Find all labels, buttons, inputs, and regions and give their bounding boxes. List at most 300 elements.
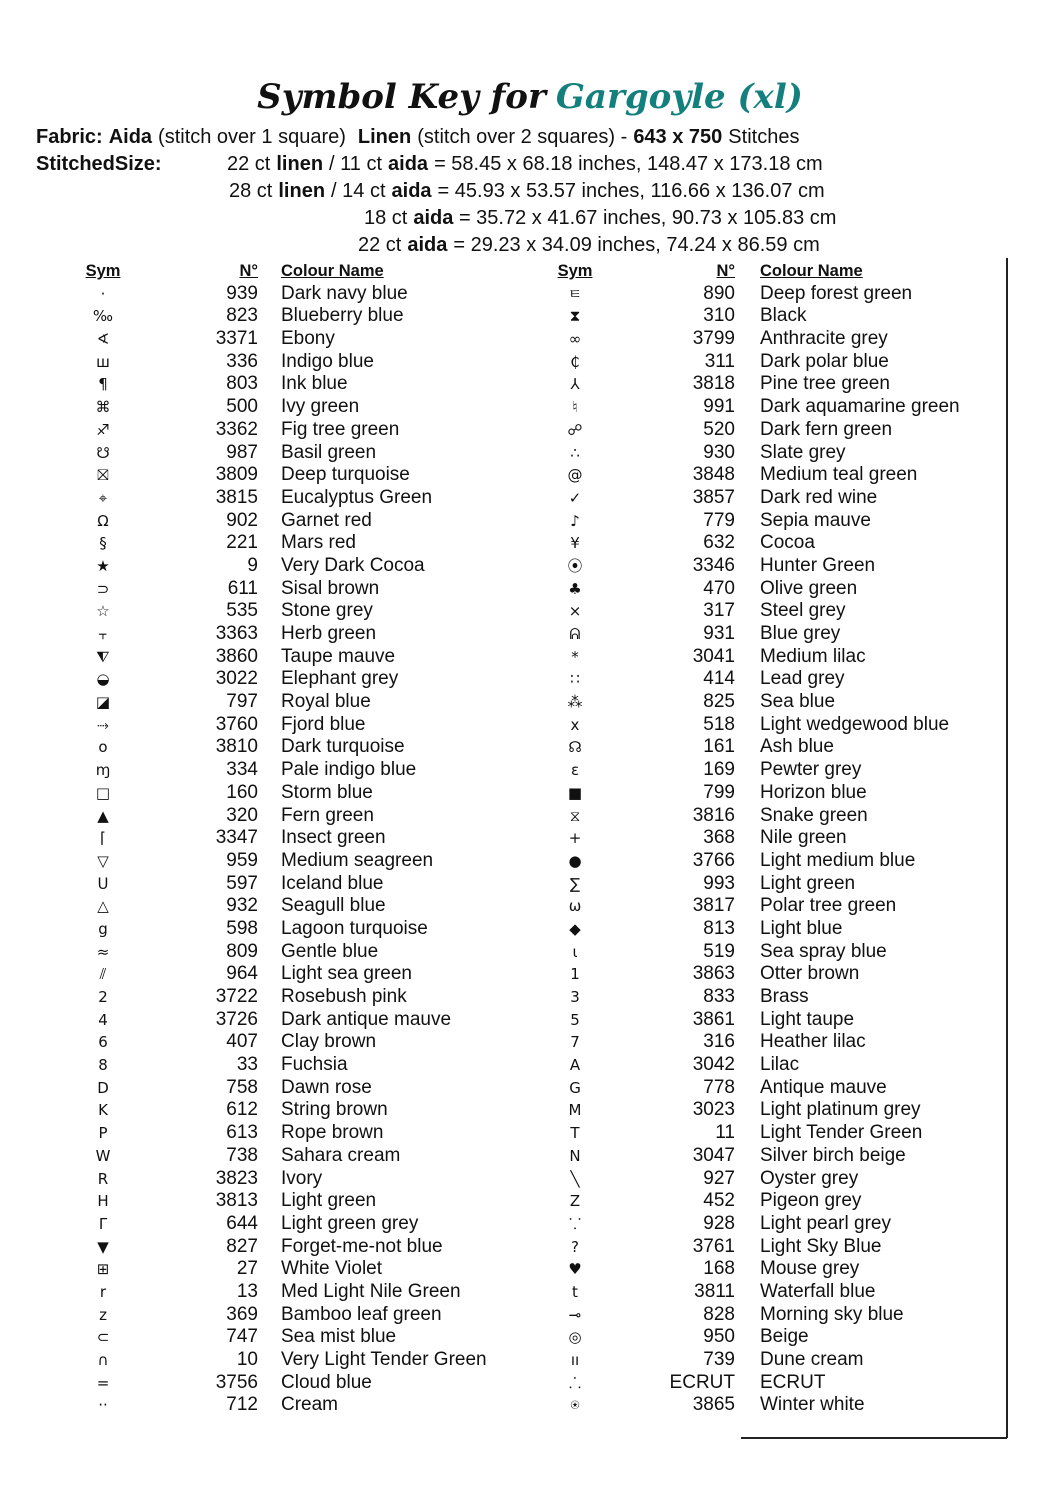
symbol-icon: ᑌ [97, 874, 109, 893]
thread-number: 987 [226, 441, 258, 463]
colour-name: Fjord blue [281, 713, 366, 735]
thread-number: 993 [703, 872, 735, 894]
table-row [83, 1326, 523, 1349]
thread-number: 518 [703, 713, 735, 735]
colour-name: Horizon blue [760, 781, 867, 803]
table-row [83, 759, 523, 782]
symbol-icon: t [572, 1282, 578, 1301]
table-row [83, 736, 523, 759]
thread-number: 3347 [215, 827, 258, 849]
linen-note: (stitch over 2 squares) - [417, 126, 628, 148]
thread-number: 11 [715, 1122, 735, 1144]
page-title [0, 74, 1060, 120]
thread-number: 939 [226, 282, 258, 304]
size-fabric: linen [278, 180, 326, 202]
symbol-icon: ▽ [97, 851, 109, 870]
colour-name: Cloud blue [281, 1371, 372, 1393]
size-fabric: aida [388, 153, 429, 175]
thread-number: 160 [226, 781, 258, 803]
colour-name: Blueberry blue [281, 305, 404, 327]
colour-name: Sepia mauve [760, 509, 871, 531]
symbol-icon: W [95, 1146, 111, 1165]
thread-number: 519 [703, 940, 735, 962]
table-row [555, 578, 1005, 601]
colour-name: Eucalyptus Green [281, 486, 433, 508]
symbol-icon: 1 [570, 965, 580, 984]
thread-number: 902 [226, 509, 258, 531]
table-row [555, 873, 1005, 896]
table-row [555, 600, 1005, 623]
thread-number: 3023 [692, 1099, 735, 1121]
colour-name: Antique mauve [760, 1076, 887, 1098]
table-row [83, 464, 523, 487]
colour-name: Bamboo leaf green [281, 1303, 442, 1325]
symbol-icon: ⊸ [568, 1305, 582, 1324]
colour-name: Dark red wine [760, 486, 878, 508]
symbol-icon: ∷ [570, 670, 580, 689]
thread-number: 797 [226, 691, 258, 713]
thread-number: 320 [226, 804, 258, 826]
colour-name: Morning sky blue [760, 1303, 904, 1325]
thread-number: 10 [236, 1349, 258, 1370]
table-header [555, 260, 1005, 283]
table-row [555, 691, 1005, 714]
colour-name: Lilac [760, 1054, 800, 1076]
table-row [555, 1077, 1005, 1100]
symbol-icon: ɩ [572, 942, 578, 961]
colour-name: Herb green [281, 623, 377, 644]
table-row [555, 487, 1005, 510]
colour-name: Indigo blue [281, 350, 374, 372]
table-row [555, 442, 1005, 465]
thread-number: 169 [703, 759, 735, 781]
header-num: N° [716, 262, 735, 280]
colour-name: Light green grey [281, 1212, 419, 1234]
table-row [555, 623, 1005, 646]
table-row [83, 1009, 523, 1032]
symbol-icon: ☆ [96, 602, 110, 621]
colour-name: Winter white [760, 1394, 865, 1416]
table-row [83, 1077, 523, 1100]
thread-number: 311 [704, 350, 735, 372]
table-row [83, 373, 523, 396]
symbol-table-right [555, 260, 1005, 1417]
table-row [555, 328, 1005, 351]
colour-name: Forget-me-not blue [281, 1235, 443, 1257]
size-dims: = 29.23 x 34.09 inches, 74.24 x 86.59 cm [453, 234, 820, 256]
thread-number: 747 [226, 1326, 258, 1348]
colour-name: Dark polar blue [760, 350, 889, 372]
thread-number: 3756 [215, 1371, 258, 1393]
table-row [555, 668, 1005, 691]
size-ct: 28 ct [229, 180, 273, 202]
size-ct: 18 ct [364, 207, 408, 229]
symbol-icon: ◎ [568, 1328, 582, 1347]
colour-name: Basil green [281, 441, 377, 463]
symbol-icon: ◪ [95, 693, 111, 712]
colour-name: Light platinum grey [760, 1099, 921, 1121]
thread-number: 168 [703, 1258, 735, 1280]
fabric-aida: Aida [108, 126, 153, 148]
table-row [83, 1258, 523, 1281]
fabric-line [36, 124, 799, 151]
symbol-icon: ◒ [96, 670, 110, 689]
colour-name: Dark fern green [760, 418, 893, 440]
title-prefix: Symbol Key for [257, 77, 546, 117]
colour-name: Sea mist blue [281, 1326, 397, 1348]
thread-number: 310 [703, 305, 735, 327]
colour-name: Fig tree green [281, 418, 400, 440]
table-row [83, 419, 523, 442]
symbol-icon: D [97, 1078, 109, 1097]
colour-name: Light sea green [281, 963, 412, 985]
table-row [555, 1236, 1005, 1259]
thread-number: 221 [226, 532, 258, 554]
table-row [83, 986, 523, 1009]
colour-name: String brown [281, 1099, 388, 1121]
size-ct: 22 ct [227, 153, 271, 175]
thread-number: 369 [226, 1303, 258, 1325]
colour-name: Sea blue [760, 691, 836, 713]
symbol-icon: ☊ [568, 738, 582, 757]
thread-number: 931 [703, 623, 735, 644]
table-row [83, 714, 523, 737]
symbol-icon: ⌖ [98, 488, 108, 507]
table-row [555, 351, 1005, 374]
colour-name: Dark aquamarine green [760, 396, 960, 418]
colour-name: ECRUT [760, 1371, 826, 1393]
colour-name: Rosebush pink [281, 986, 407, 1007]
thread-number: 758 [226, 1076, 258, 1098]
colour-name: Pale indigo blue [281, 759, 417, 781]
colour-name: Beige [760, 1326, 809, 1348]
table-row [555, 963, 1005, 986]
thread-number: 470 [703, 577, 735, 599]
colour-name: Sisal brown [281, 577, 380, 599]
colour-name: Light medium blue [760, 849, 916, 871]
colour-name: Elephant grey [281, 668, 399, 690]
table-row [83, 510, 523, 533]
thread-number: 3022 [215, 668, 258, 690]
table-row [83, 442, 523, 465]
colour-name: Taupe mauve [281, 645, 396, 667]
thread-number: 3766 [692, 849, 735, 871]
thread-number: 407 [226, 1031, 258, 1053]
symbol-icon: A [569, 1056, 581, 1075]
colour-name: Light blue [760, 917, 843, 939]
symbol-icon: ⫟ [98, 625, 108, 643]
colour-name: Hunter Green [760, 554, 876, 576]
symbol-icon: ∑ [569, 874, 581, 893]
symbol-icon: ⧖ [569, 806, 581, 825]
colour-name: Sea spray blue [760, 940, 887, 962]
symbol-icon: ▼ [97, 1237, 109, 1256]
table-row [83, 1190, 523, 1213]
thread-number: 317 [703, 600, 735, 622]
thread-number: 13 [236, 1280, 258, 1302]
table-row [83, 600, 523, 623]
size-line [358, 232, 820, 259]
table-row [555, 419, 1005, 442]
table-row [555, 1054, 1005, 1077]
thread-number: 597 [226, 872, 258, 894]
stitched-size-label-line [36, 151, 162, 178]
colour-name: Light green [281, 1190, 377, 1212]
thread-number: 334 [226, 759, 258, 781]
table-row [555, 986, 1005, 1009]
symbol-icon: ⸪ [568, 1214, 582, 1233]
thread-number: 613 [226, 1122, 258, 1144]
table-row [555, 532, 1005, 555]
symbol-icon: ‰ [92, 307, 114, 326]
thread-number: 3817 [692, 895, 735, 917]
colour-name: Anthracite grey [760, 328, 888, 350]
thread-number: 827 [226, 1235, 258, 1257]
colour-name: Rope brown [281, 1122, 384, 1144]
fabric-label: Fabric: [36, 126, 103, 148]
thread-number: 712 [226, 1394, 258, 1416]
symbol-icon: ∩ [97, 1351, 109, 1369]
size-sep: / 11 ct [329, 153, 383, 175]
thread-number: 778 [703, 1076, 735, 1098]
header-colour-name: Colour Name [281, 262, 384, 280]
table-row [555, 1326, 1005, 1349]
header-sym: Sym [557, 262, 593, 280]
table-row [555, 714, 1005, 737]
table-row [83, 328, 523, 351]
table-row [83, 873, 523, 896]
table-row [555, 805, 1005, 828]
pattern-name: Gargoyle (xl) [555, 77, 803, 117]
colour-name: Sahara cream [281, 1144, 401, 1166]
colour-name: Pewter grey [760, 759, 862, 781]
thread-number: 3857 [692, 486, 735, 508]
colour-name: Ivory [281, 1167, 323, 1189]
table-row [83, 1236, 523, 1259]
table-row [83, 1122, 523, 1145]
symbol-icon: ⤑ [96, 715, 109, 734]
symbol-icon: 2 [98, 988, 108, 1006]
symbol-icon: ⛝ [97, 466, 109, 485]
stitches-label: Stitches [728, 126, 800, 148]
thread-number: 930 [703, 441, 735, 463]
size-fabric: aida [391, 180, 432, 202]
thread-number: 927 [703, 1167, 735, 1189]
colour-name: Medium seagreen [281, 849, 434, 871]
stitch-count: 643 x 750 [633, 126, 723, 148]
colour-name: Waterfall blue [760, 1280, 876, 1302]
thread-number: 520 [703, 418, 735, 440]
table-row [555, 782, 1005, 805]
table-row [555, 918, 1005, 941]
size-sep: / 14 ct [331, 180, 386, 202]
symbol-icon: ☍ [567, 420, 583, 439]
colour-name: Heather lilac [760, 1031, 866, 1053]
symbol-icon: r [99, 1282, 107, 1301]
table-row [555, 1258, 1005, 1281]
colour-name: Royal blue [281, 691, 371, 713]
thread-number: 3799 [692, 328, 735, 350]
symbol-icon: + [568, 829, 582, 848]
table-row [555, 373, 1005, 396]
thread-number: 161 [703, 736, 735, 758]
table-right-border [1006, 258, 1008, 1438]
colour-name: Light pearl grey [760, 1212, 891, 1234]
symbol-icon: ш [96, 352, 110, 371]
table-row [83, 668, 523, 691]
symbol-icon: ₵ [570, 352, 580, 371]
symbol-icon: ▲ [97, 806, 109, 825]
symbol-icon: ? [571, 1237, 579, 1256]
colour-name: Garnet red [281, 509, 372, 531]
symbol-icon: ⫽ [99, 965, 107, 984]
table-row [83, 623, 523, 646]
colour-name: Ash blue [760, 736, 834, 758]
table-row [83, 1281, 523, 1304]
colour-name: Dune cream [760, 1349, 864, 1370]
table-row [83, 1349, 523, 1372]
symbol-icon: ∞ [568, 330, 582, 349]
table-row [83, 805, 523, 828]
size-line [227, 151, 823, 178]
table-row [83, 396, 523, 419]
symbol-icon: R [97, 1169, 109, 1188]
thread-number: 3813 [215, 1190, 258, 1212]
colour-name: White Violet [281, 1258, 383, 1280]
symbol-icon: ⊂ [96, 1328, 110, 1347]
symbol-icon: ⨯ [568, 602, 582, 621]
table-row [555, 305, 1005, 328]
thread-number: 991 [703, 396, 735, 418]
table-row [555, 827, 1005, 850]
symbol-icon: g [98, 919, 108, 938]
thread-number: 535 [226, 600, 258, 622]
colour-name: Blue grey [760, 623, 841, 644]
thread-number: 3346 [692, 554, 735, 576]
thread-number: 823 [226, 305, 258, 327]
colour-name: Medium lilac [760, 645, 866, 667]
symbol-icon: ★ [96, 556, 110, 575]
thread-number: 3809 [215, 464, 258, 486]
thread-number: 632 [703, 532, 735, 554]
thread-number: 803 [226, 373, 258, 395]
thread-number: 3815 [215, 486, 258, 508]
colour-name: Dark turquoise [281, 736, 405, 758]
colour-name: Black [760, 305, 807, 327]
symbol-icon: ⊃ [96, 579, 110, 598]
size-line [364, 205, 836, 232]
colour-name: Lead grey [760, 668, 845, 690]
thread-number: 3760 [215, 713, 258, 735]
aida-note: (stitch over 1 square) [158, 126, 346, 148]
colour-name: Dark navy blue [281, 282, 408, 304]
symbol-icon: Γ [98, 1214, 108, 1233]
table-row [555, 1213, 1005, 1236]
symbol-icon: o [98, 738, 108, 757]
symbol-icon: ıı [570, 1351, 580, 1369]
table-row [555, 464, 1005, 487]
thread-number: 500 [226, 396, 258, 418]
thread-number: 611 [227, 577, 258, 599]
thread-number: 799 [703, 781, 735, 803]
colour-name: Oyster grey [760, 1167, 859, 1189]
thread-number: 3047 [692, 1144, 735, 1166]
thread-number: 3860 [215, 645, 258, 667]
table-row [555, 1349, 1005, 1372]
table-row [83, 1168, 523, 1191]
symbol-icon: ⦿ [567, 556, 583, 575]
table-row [83, 1099, 523, 1122]
thread-number: 950 [703, 1326, 735, 1348]
symbol-icon: ⸫ [568, 1373, 582, 1392]
symbol-icon: ⅄ [570, 375, 580, 394]
colour-name: Light Sky Blue [760, 1235, 882, 1257]
header-sym: Sym [85, 262, 121, 280]
symbol-icon: § [99, 534, 107, 553]
table-row [555, 283, 1005, 306]
table-row [83, 1031, 523, 1054]
colour-name: Brass [760, 986, 809, 1007]
symbol-icon: ㅌ [567, 284, 583, 303]
thread-number: 3861 [692, 1008, 735, 1030]
colour-name: Light taupe [760, 1008, 855, 1030]
table-row [83, 963, 523, 986]
thread-number: ECRUT [669, 1371, 735, 1393]
table-row [83, 1054, 523, 1077]
colour-name: Storm blue [281, 781, 373, 803]
thread-number: 3041 [692, 645, 735, 667]
thread-number: 890 [703, 282, 735, 304]
thread-number: 33 [236, 1054, 258, 1076]
thread-number: 932 [226, 895, 258, 917]
symbol-icon: ⧗ [569, 307, 581, 326]
symbol-icon: △ [97, 897, 109, 916]
symbol-icon: H [97, 1192, 109, 1211]
symbol-icon: ∢ [96, 330, 110, 349]
size-fabric: linen [276, 153, 324, 175]
table-row [555, 759, 1005, 782]
thread-number: 3865 [692, 1394, 735, 1416]
size-dims: = 35.72 x 41.67 inches, 90.73 x 105.83 cm [453, 207, 837, 229]
symbol-icon: z [99, 1305, 107, 1324]
colour-name: Very Dark Cocoa [281, 554, 425, 576]
table-row [555, 646, 1005, 669]
thread-number: 3362 [215, 418, 258, 440]
colour-name: Ivy green [281, 396, 360, 418]
thread-number: 3726 [215, 1008, 258, 1030]
table-row [83, 1304, 523, 1327]
symbol-icon: ¥ [570, 534, 580, 553]
table-row [83, 827, 523, 850]
thread-number: 336 [226, 350, 258, 372]
table-row [83, 578, 523, 601]
colour-name: Light green [760, 872, 856, 894]
table-row [555, 941, 1005, 964]
table-row [555, 850, 1005, 873]
colour-name: Nile green [760, 827, 847, 849]
table-row [83, 532, 523, 555]
table-header [83, 260, 523, 283]
table-row [83, 305, 523, 328]
table-row [555, 1168, 1005, 1191]
symbol-icon: ·· [98, 1396, 108, 1415]
colour-name: Snake green [760, 804, 868, 826]
thread-number: 3371 [215, 328, 258, 350]
thread-number: 452 [703, 1190, 735, 1212]
thread-number: 3042 [692, 1054, 735, 1076]
fabric-linen: Linen [357, 126, 412, 148]
symbol-icon: ╲ [570, 1169, 580, 1188]
